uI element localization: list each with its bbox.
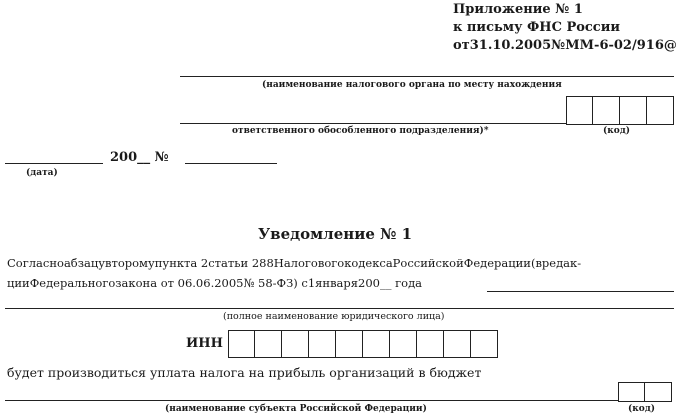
number-field-line[interactable] [185, 163, 277, 164]
inn-label: ИНН [186, 336, 223, 351]
tax-authority-code-caption: (код) [603, 126, 631, 136]
letter-reference: к письму ФНС России [453, 20, 621, 35]
inn-digit-box[interactable] [390, 330, 417, 358]
inn-boxes[interactable] [228, 330, 498, 358]
region-code-box[interactable] [618, 382, 645, 402]
appendix-title: Приложение № 1 [453, 2, 583, 17]
notice-text-line-2: цииФедеральногозакона от 06.06.2005№ 58-ФЗ) с1января200__ года [7, 276, 423, 290]
inn-digit-box[interactable] [282, 330, 309, 358]
organization-caption: (полное наименование юридического лица) [223, 311, 445, 322]
notice-title: Уведомление № 1 [258, 225, 413, 243]
region-code-boxes[interactable] [618, 382, 672, 402]
tax-authority-caption-2: ответственного обособленного подразделения)* [232, 126, 489, 136]
region-code-caption: (код) [628, 404, 656, 414]
inn-digit-box[interactable] [417, 330, 444, 358]
year-continuation-line[interactable] [487, 291, 674, 292]
code-box[interactable] [566, 96, 593, 125]
tax-authority-caption-1: (наименование налогового органа по месту нахождения [262, 80, 562, 90]
region-caption: (наименование субъекта Российской Федерации) [165, 404, 427, 414]
tax-authority-line-2[interactable] [180, 123, 566, 124]
inn-digit-box[interactable] [471, 330, 498, 358]
inn-digit-box[interactable] [309, 330, 336, 358]
inn-digit-box[interactable] [336, 330, 363, 358]
region-name-line[interactable] [5, 400, 618, 401]
inn-digit-box[interactable] [363, 330, 390, 358]
inn-digit-box[interactable] [228, 330, 255, 358]
inn-digit-box[interactable] [255, 330, 282, 358]
tax-authority-code-boxes[interactable] [566, 96, 674, 125]
organization-name-line[interactable] [5, 308, 674, 309]
date-field-line[interactable] [5, 163, 103, 164]
year-number-label: 200__ № [110, 150, 169, 165]
code-box[interactable] [593, 96, 620, 125]
tax-authority-line-1[interactable] [180, 76, 674, 77]
payment-text: будет производиться уплата налога на прибыль организаций в бюджет [7, 365, 482, 380]
code-box[interactable] [647, 96, 674, 125]
notice-text-line-1: Согласноабзацувторомупункта 2статьи 288НалоговогокодексаРоссийскойФедерации(вредак- [7, 256, 582, 270]
code-box[interactable] [620, 96, 647, 125]
date-caption: (дата) [26, 168, 58, 178]
region-code-box[interactable] [645, 382, 672, 402]
inn-digit-box[interactable] [444, 330, 471, 358]
letter-date-number: от31.10.2005№ММ-6-02/916@ [453, 38, 677, 53]
